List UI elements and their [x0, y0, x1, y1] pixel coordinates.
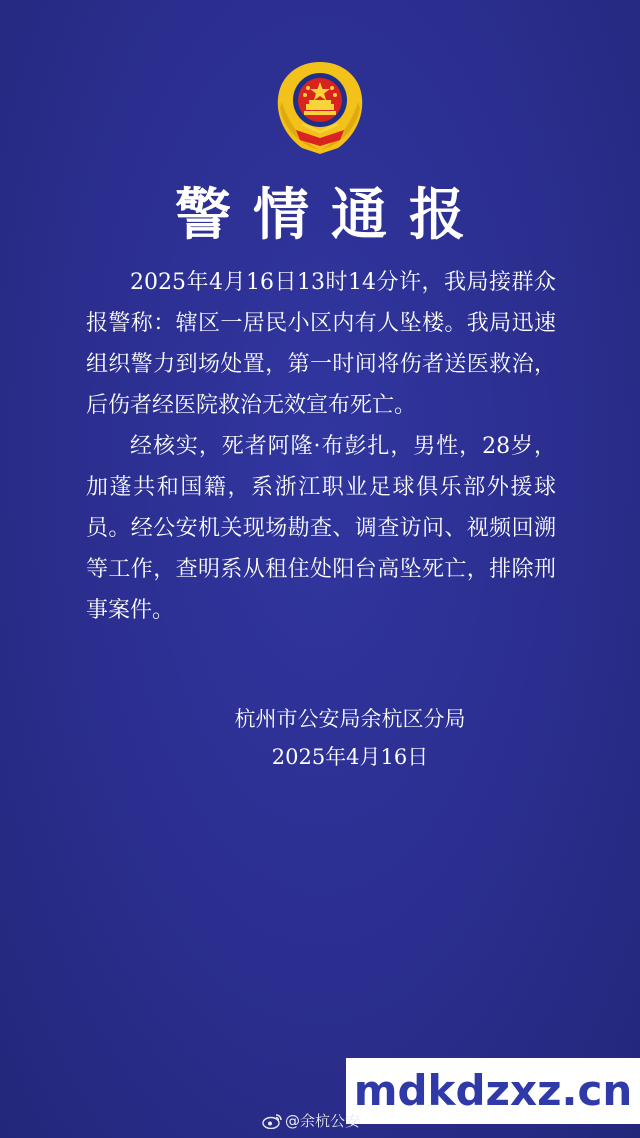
notice-title: 警情通报 — [175, 183, 487, 248]
paragraph-incident: 2025年4月16日13时14分许，我局接群众报警称：辖区一居民小区内有人坠楼。我局迅速组织警力到场处置，第一时间将伤者送医救治，后伤者经医院救治无效宣布死亡。 — [86, 270, 556, 418]
issuer-name: 杭州市公安局余杭区分局 — [234, 707, 466, 731]
weibo-attribution — [262, 1110, 360, 1131]
paragraph-verification: 经核实，死者阿隆·布彭扎，男性，28岁，加蓬共和国籍，系浙江职业足球俱乐部外援球员。经公安机关现场勘查、调查访问、视频回溯等工作，查明系从租住处阳台高坠死亡，排除刑事案件。 — [86, 434, 556, 623]
weibo-icon — [262, 1113, 282, 1129]
police-emblem-icon — [272, 58, 368, 156]
issue-date: 2025年4月16日 — [271, 745, 429, 769]
site-watermark: mdkdzxz.cn — [346, 1058, 640, 1124]
notice-body — [86, 262, 556, 631]
weibo-handle: @余杭公安 — [285, 1112, 361, 1130]
